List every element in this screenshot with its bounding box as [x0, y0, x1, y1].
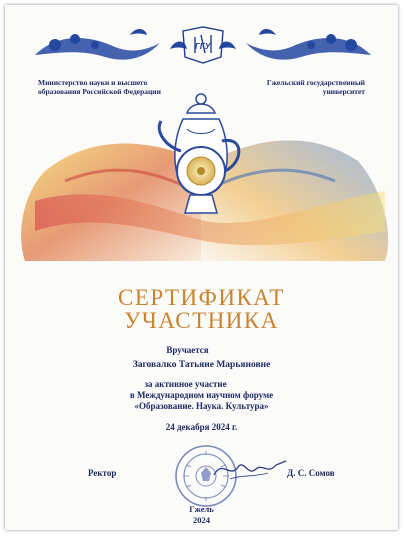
recipient-name: Заговалко Татьяне Марьяновне — [132, 360, 271, 370]
ministry-name: Министерство науки и высшего образования Российской Федерации — [38, 78, 161, 96]
reason-line-2: в Международном научном форуме — [129, 390, 274, 400]
reason-line-3: «Образование. Наука. Культура» — [134, 401, 269, 411]
certificate-date: 24 декабря 2024 г. — [165, 422, 238, 432]
certificate-page — [5, 5, 398, 530]
rector-signature — [210, 453, 290, 485]
logo-text: ГГУ — [195, 42, 211, 51]
issue-city: Гжель — [189, 504, 214, 514]
university-name: Гжельский государственный университет — [266, 78, 365, 96]
awarded-to-label: Вручается — [166, 345, 209, 355]
certificate-title-line2: УЧАСТНИКА — [124, 308, 279, 333]
reason-line-1: за активное участие — [144, 379, 227, 389]
decorative-artwork — [5, 91, 398, 261]
rector-title: Ректор — [88, 468, 117, 478]
issue-year: 2024 — [193, 515, 210, 525]
rector-name: Д. С. Сомов — [287, 468, 335, 478]
certificate-title-line1: СЕРТИФИКАТ — [118, 285, 285, 310]
